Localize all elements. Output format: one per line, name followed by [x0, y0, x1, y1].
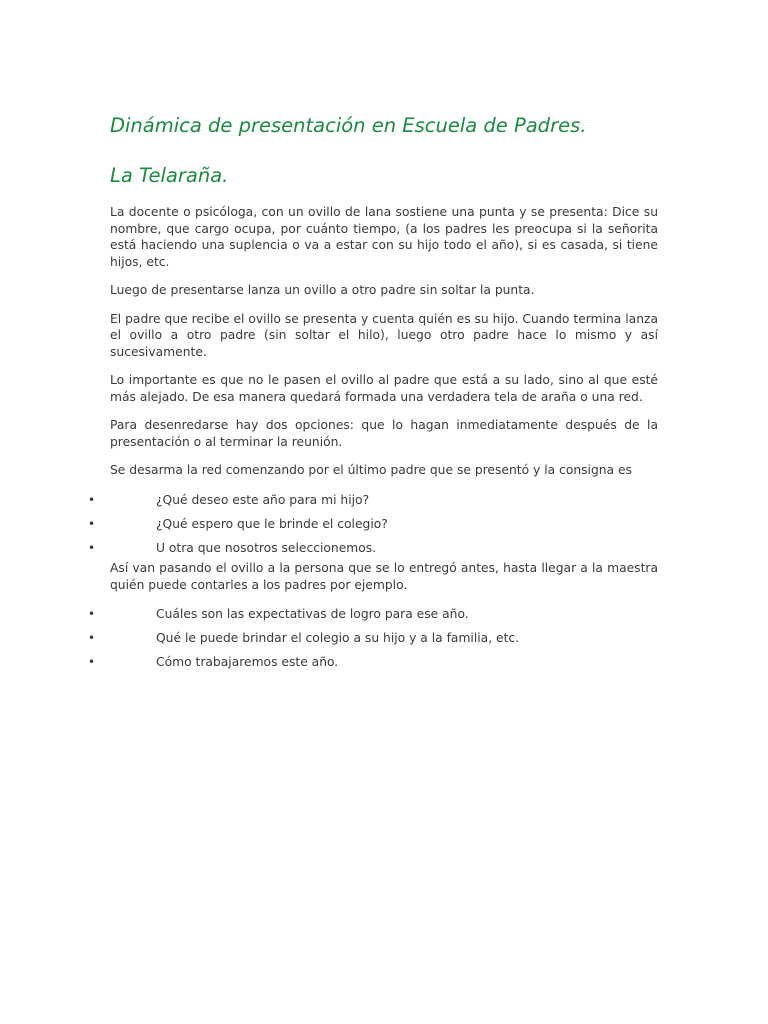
bullet-list	[88, 492, 658, 557]
bullet-list	[88, 606, 658, 671]
paragraph: El padre que recibe el ovillo se presenta y cuenta quién es su hijo. Cuando termina lanza el ovillo a otro padre (sin soltar el hilo), luego otro padre hace lo mismo y así sucesivamente.	[110, 311, 658, 359]
bullet-icon: •	[88, 655, 96, 669]
list-item-text: U otra que nosotros seleccionemos.	[156, 540, 377, 555]
list-item-text: Cuáles son las expectativas de logro para ese año.	[156, 607, 469, 621]
bullet-icon: •	[88, 516, 96, 531]
paragraph: La docente o psicóloga, con un ovillo de lana sostiene una punta y se presenta: Dice su nombre, que cargo ocupa, por cuánto tiempo, (a los padres les preocupa si la señorita está haciendo una suplencia o va a estar con su hijo todo el año), si es casada, si tiene hijos, etc.	[110, 205, 658, 269]
paragraph: Lo importante es que no le pasen el ovillo al padre que está a su lado, sino al que esté más alejado. De esa manera quedará formada una verdadera tela de araña o una red.	[110, 373, 658, 404]
bullet-icon: •	[88, 631, 96, 645]
list-item-text: ¿Qué deseo este año para mi hijo?	[156, 492, 370, 507]
list-item-text: Qué le puede brindar el colegio a su hijo y a la familia, etc.	[156, 631, 520, 645]
paragraph: Se desarma la red comenzando por el último padre que se presentó y la consigna es	[110, 463, 632, 477]
list-item	[88, 606, 658, 623]
document-subtitle: La Telaraña.	[110, 164, 229, 187]
paragraph: Luego de presentarse lanza un ovillo a otro padre sin soltar la punta.	[110, 283, 535, 297]
document-page	[88, 112, 658, 678]
bullet-icon: •	[88, 492, 96, 507]
list-item-text: ¿Qué espero que le brinde el colegio?	[156, 516, 388, 531]
document-title: Dinámica de presentación en Escuela de Padres.	[110, 114, 587, 137]
paragraph: Así van pasando el ovillo a la persona que se lo entregó antes, hasta llegar a la maestra quién puede contarles a los padres por ejemplo.	[110, 561, 658, 592]
paragraph: Para desenredarse hay dos opciones: que lo hagan inmediatamente después de la presentación o al terminar la reunión.	[110, 418, 658, 449]
bullet-icon: •	[88, 540, 96, 555]
list-item	[88, 630, 658, 647]
list-item	[88, 492, 658, 509]
bullet-icon: •	[88, 607, 96, 621]
list-item	[88, 540, 658, 557]
list-item	[88, 654, 658, 671]
list-item	[88, 516, 658, 533]
list-item-text: Cómo trabajaremos este año.	[156, 655, 339, 669]
